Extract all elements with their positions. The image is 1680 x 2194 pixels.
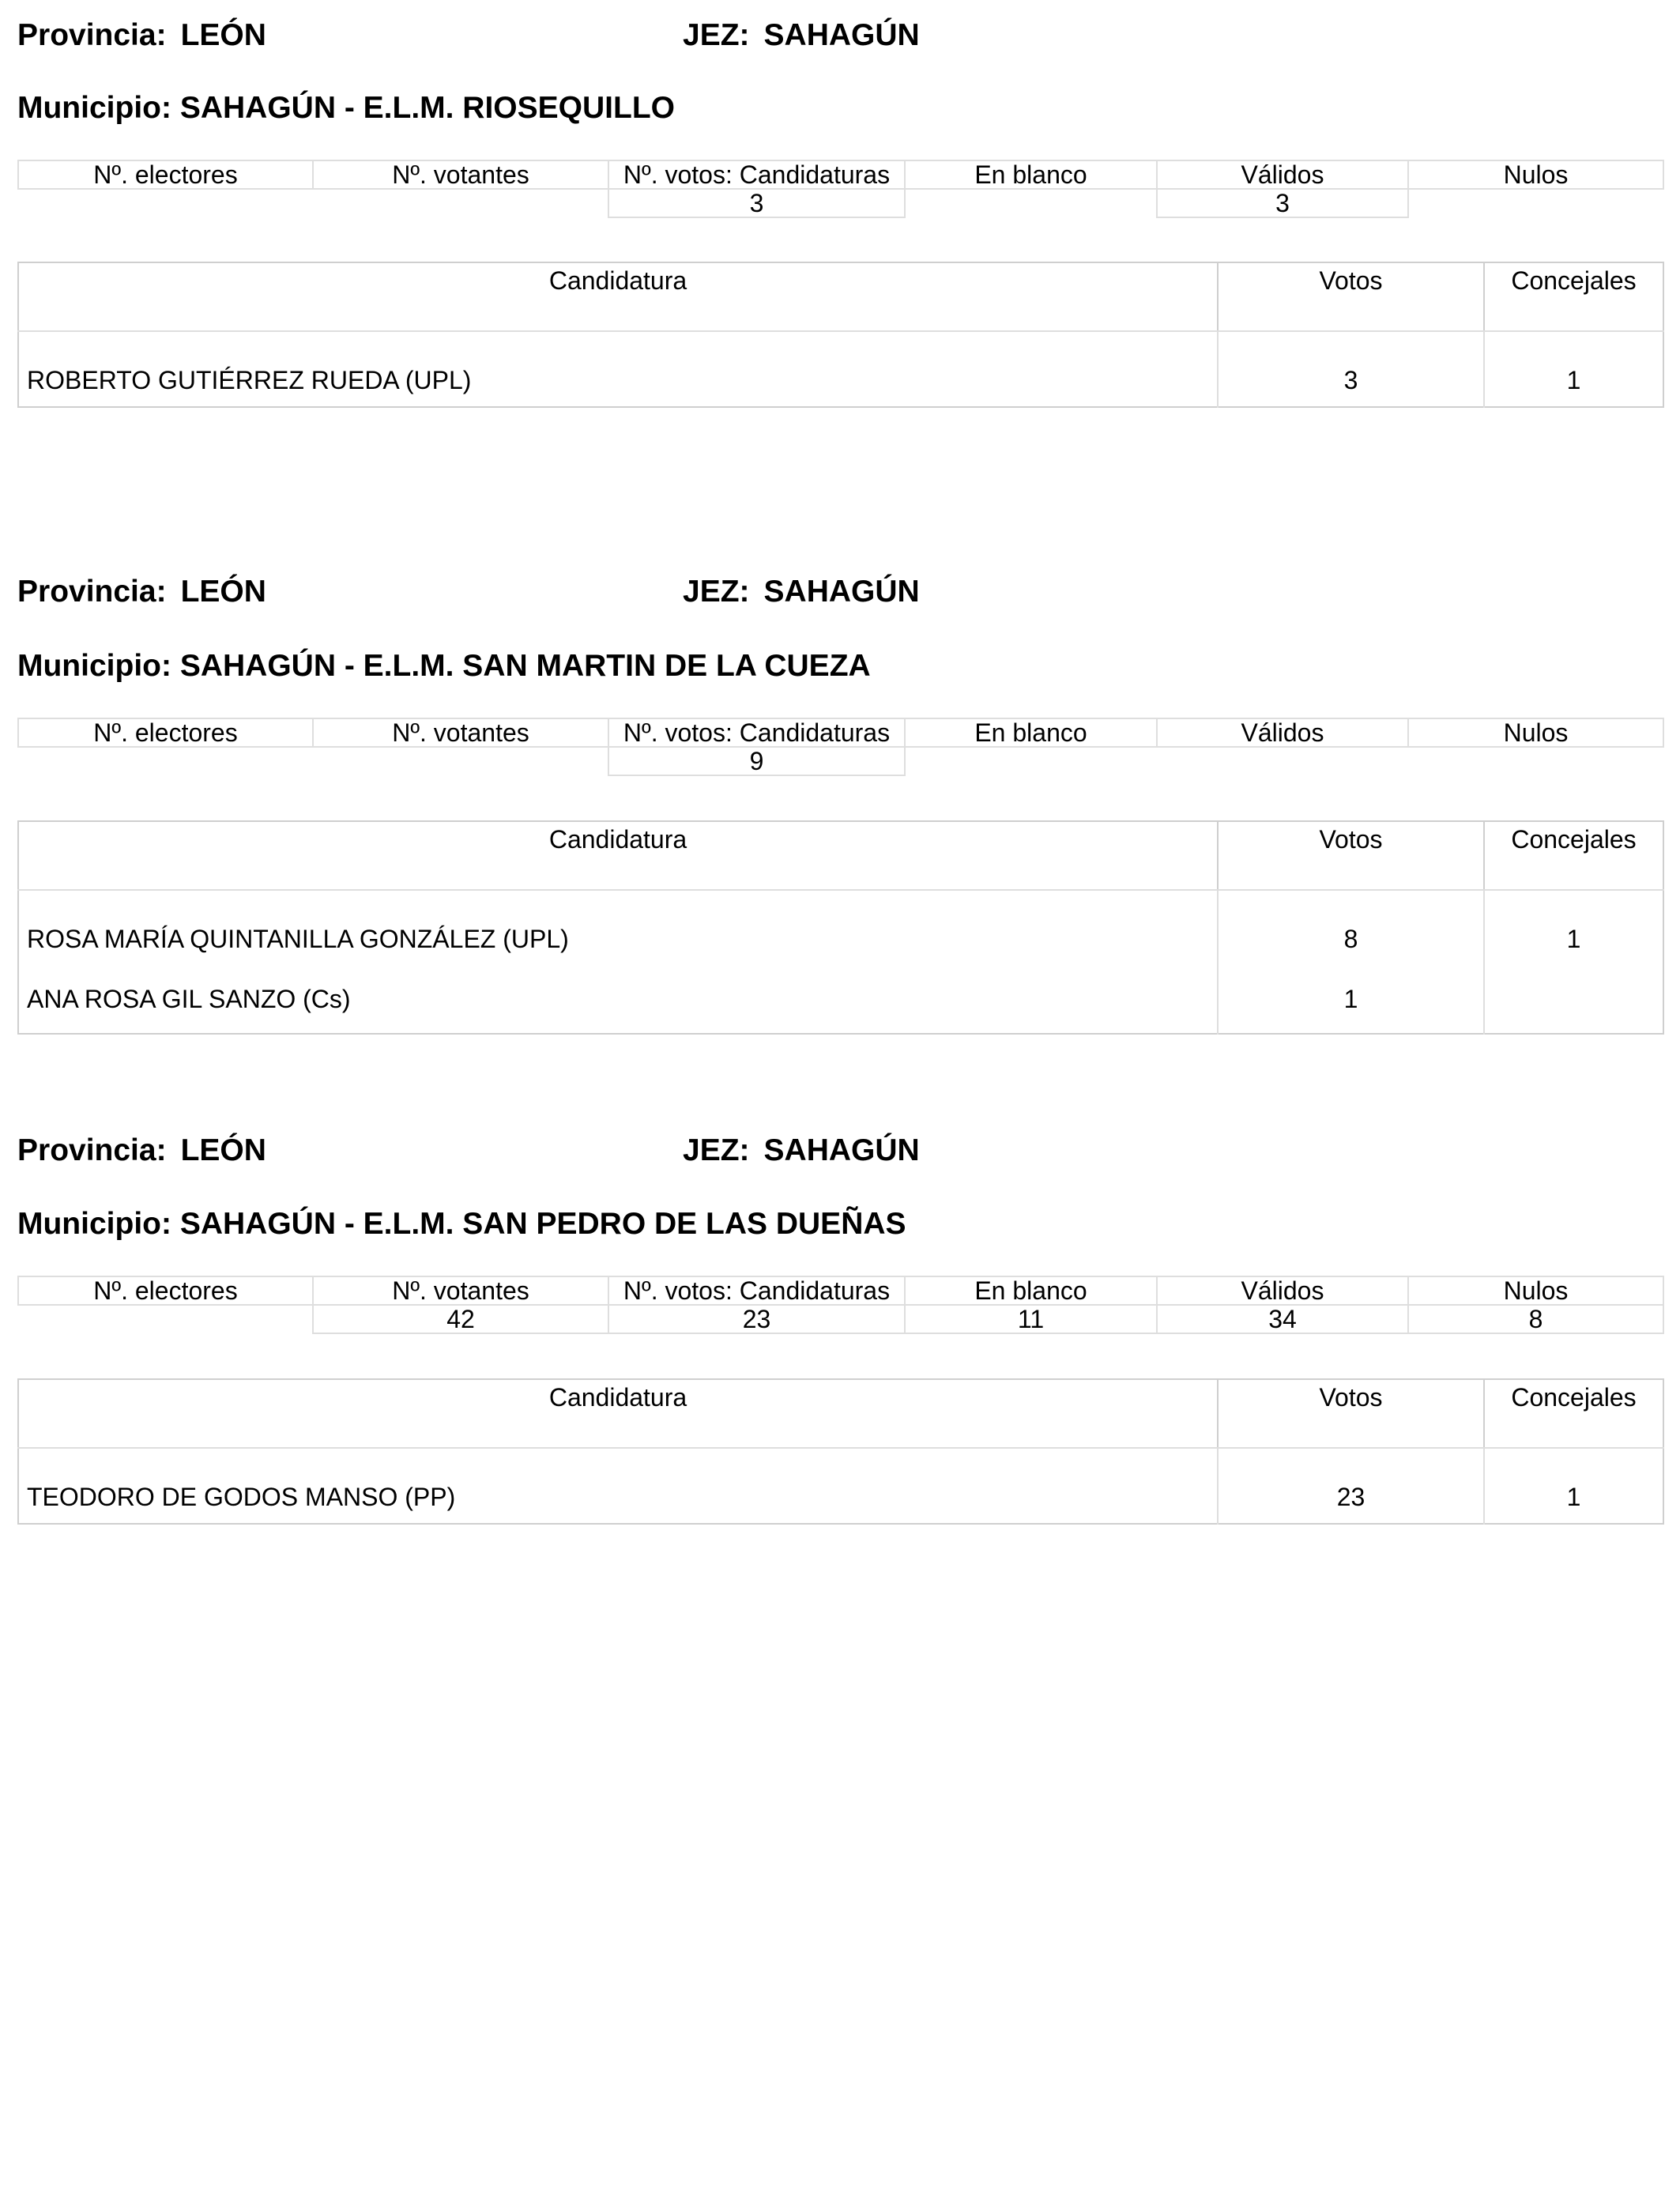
municipio-title — [17, 1206, 906, 1242]
cand-header-votos: Votos — [1218, 1379, 1484, 1448]
stat-en-blanco — [905, 747, 1157, 775]
stat-header-nulos: Nulos — [1408, 1276, 1663, 1305]
cand-header-candidatura: Candidatura — [18, 1379, 1218, 1448]
jez-line — [683, 17, 920, 54]
jez-value: SAHAGÚN — [763, 1133, 920, 1167]
stat-votos-candidaturas: 3 — [608, 189, 905, 217]
stat-electores — [18, 1305, 313, 1333]
candidate-row — [18, 1448, 1663, 1524]
stat-header-votos-candidaturas: Nº. votos: Candidaturas — [608, 718, 905, 747]
municipio-value: SAHAGÚN - E.L.M. RIOSEQUILLO — [179, 91, 675, 125]
candidate-name: ROSA MARÍA QUINTANILLA GONZÁLEZ (UPL) — [27, 925, 569, 953]
candidate-votos: 23 — [1218, 1448, 1484, 1524]
stat-header-validos: Válidos — [1157, 160, 1408, 189]
candidate-name: TEODORO DE GODOS MANSO (PP) — [27, 1483, 456, 1511]
jez-line — [683, 1133, 920, 1169]
stat-votantes: 42 — [313, 1305, 608, 1333]
stat-votantes — [313, 747, 608, 775]
stat-header-nulos: Nulos — [1408, 160, 1663, 189]
municipio-label: Municipio: — [17, 91, 171, 125]
stats-table — [17, 718, 1664, 776]
stat-votos-candidaturas: 23 — [608, 1305, 905, 1333]
stat-header-en-blanco: En blanco — [905, 1276, 1157, 1305]
stat-header-votos-candidaturas: Nº. votos: Candidaturas — [608, 1276, 905, 1305]
stat-votos-candidaturas: 9 — [608, 747, 905, 775]
stats-table — [17, 1276, 1664, 1334]
municipio-value: SAHAGÚN - E.L.M. SAN PEDRO DE LAS DUEÑAS — [179, 1207, 906, 1241]
provincia-label: Provincia: — [17, 1133, 167, 1167]
stat-header-validos: Válidos — [1157, 718, 1408, 747]
candidate-row — [18, 890, 1663, 965]
stats-table — [17, 160, 1664, 218]
stat-nulos — [1408, 189, 1663, 217]
candidate-concejales: 1 — [1484, 331, 1663, 407]
candidates-table — [17, 262, 1664, 408]
stat-header-electores: Nº. electores — [18, 1276, 313, 1305]
candidate-row — [18, 965, 1663, 1034]
stats-header-row — [18, 718, 1663, 747]
stats-value-row — [18, 1305, 1663, 1333]
stat-nulos — [1408, 747, 1663, 775]
stat-votantes — [313, 189, 608, 217]
cand-header-votos: Votos — [1218, 821, 1484, 890]
cand-header-concejales: Concejales — [1484, 262, 1663, 331]
candidate-votos: 1 — [1218, 965, 1484, 1034]
candidates-header-row — [18, 1379, 1663, 1448]
municipio-title — [17, 90, 675, 126]
jez-value: SAHAGÚN — [763, 18, 920, 52]
stat-en-blanco: 11 — [905, 1305, 1157, 1333]
stat-nulos: 8 — [1408, 1305, 1663, 1333]
cand-header-candidatura: Candidatura — [18, 262, 1218, 331]
stat-header-en-blanco: En blanco — [905, 160, 1157, 189]
municipio-title — [17, 648, 871, 684]
candidate-votos: 3 — [1218, 331, 1484, 407]
municipio-label: Municipio: — [17, 649, 171, 683]
stat-header-electores: Nº. electores — [18, 718, 313, 747]
cand-header-concejales: Concejales — [1484, 1379, 1663, 1448]
candidate-votos: 8 — [1218, 890, 1484, 965]
stat-header-electores: Nº. electores — [18, 160, 313, 189]
stat-header-votantes: Nº. votantes — [313, 160, 608, 189]
cand-header-candidatura: Candidatura — [18, 821, 1218, 890]
candidate-row — [18, 331, 1663, 407]
provincia-line — [17, 17, 266, 54]
jez-label: JEZ: — [683, 575, 750, 609]
provincia-value: LEÓN — [180, 18, 266, 52]
stat-validos: 34 — [1157, 1305, 1408, 1333]
provincia-value: LEÓN — [180, 575, 266, 609]
stat-header-nulos: Nulos — [1408, 718, 1663, 747]
candidate-name: ROBERTO GUTIÉRREZ RUEDA (UPL) — [27, 366, 472, 394]
jez-label: JEZ: — [683, 1133, 750, 1167]
stat-header-validos: Válidos — [1157, 1276, 1408, 1305]
candidate-name: ANA ROSA GIL SANZO (Cs) — [27, 984, 351, 1013]
jez-value: SAHAGÚN — [763, 575, 920, 609]
stats-header-row — [18, 160, 1663, 189]
candidate-concejales: 1 — [1484, 890, 1663, 965]
cand-header-concejales: Concejales — [1484, 821, 1663, 890]
stats-value-row — [18, 189, 1663, 217]
candidates-header-row — [18, 821, 1663, 890]
candidates-table — [17, 1378, 1664, 1525]
stat-validos: 3 — [1157, 189, 1408, 217]
stat-electores — [18, 189, 313, 217]
stat-en-blanco — [905, 189, 1157, 217]
municipio-value: SAHAGÚN - E.L.M. SAN MARTIN DE LA CUEZA — [179, 649, 871, 683]
stats-header-row — [18, 1276, 1663, 1305]
provincia-line — [17, 574, 266, 610]
stat-header-en-blanco: En blanco — [905, 718, 1157, 747]
candidates-table — [17, 820, 1664, 1035]
provincia-label: Provincia: — [17, 18, 167, 52]
candidates-header-row — [18, 262, 1663, 331]
stat-header-votantes: Nº. votantes — [313, 1276, 608, 1305]
stats-value-row — [18, 747, 1663, 775]
provincia-line — [17, 1133, 266, 1169]
candidate-concejales: 1 — [1484, 1448, 1663, 1524]
stat-electores — [18, 747, 313, 775]
cand-header-votos: Votos — [1218, 262, 1484, 331]
stat-header-votos-candidaturas: Nº. votos: Candidaturas — [608, 160, 905, 189]
stat-validos — [1157, 747, 1408, 775]
provincia-label: Provincia: — [17, 575, 167, 609]
municipio-label: Municipio: — [17, 1207, 171, 1241]
stat-header-votantes: Nº. votantes — [313, 718, 608, 747]
jez-line — [683, 574, 920, 610]
candidate-concejales — [1484, 965, 1663, 1034]
provincia-value: LEÓN — [180, 1133, 266, 1167]
jez-label: JEZ: — [683, 18, 750, 52]
